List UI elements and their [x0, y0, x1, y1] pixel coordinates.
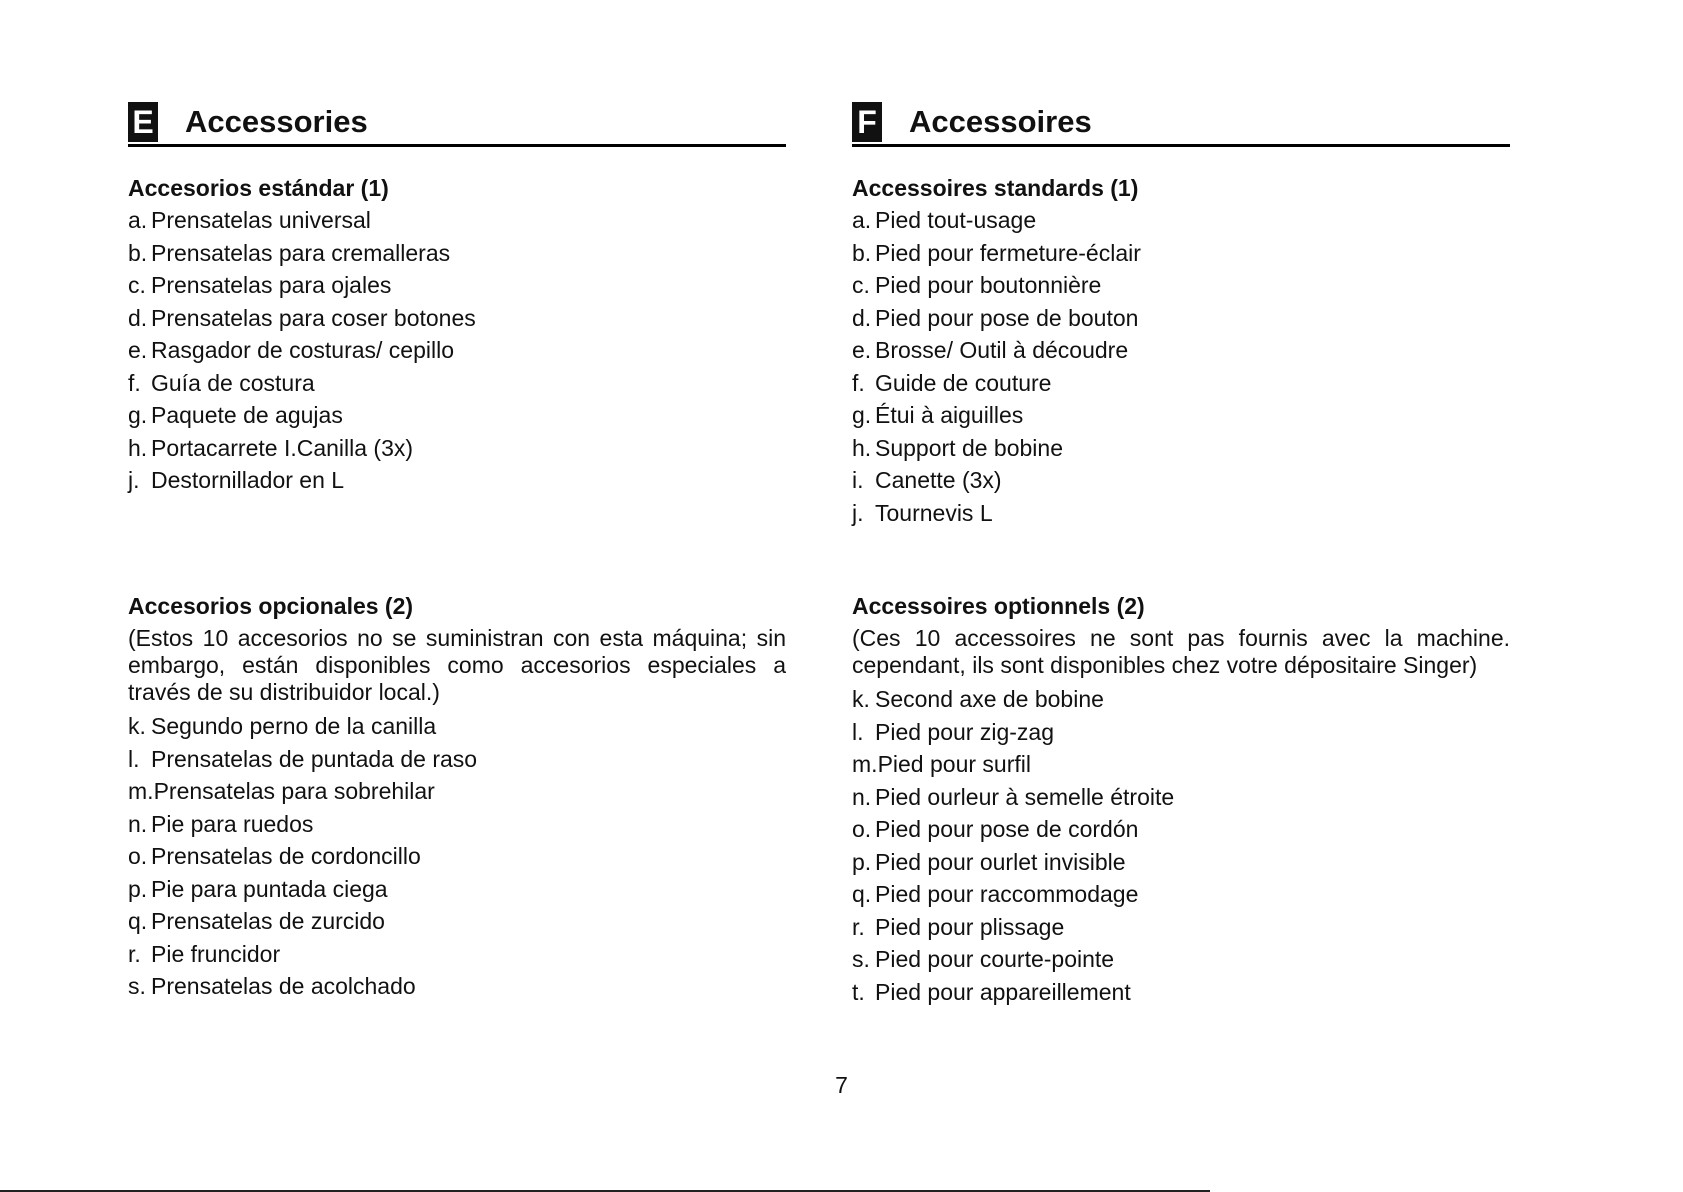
optional-list-fr	[852, 683, 1510, 1008]
item-text: Pied pour pose de cordón	[875, 816, 1139, 842]
item-text: Rasgador de costuras/ cepillo	[151, 337, 454, 363]
item-letter: l.	[128, 745, 140, 772]
item-letter: a.	[852, 207, 872, 233]
list-item	[852, 846, 1510, 879]
item-letter: g.	[852, 402, 872, 428]
item-text: Second axe de bobine	[875, 686, 1104, 712]
list-item	[128, 302, 786, 335]
list-item	[128, 710, 786, 743]
item-letter: e.	[852, 337, 872, 363]
standard-accessories-es	[128, 172, 786, 497]
list-item	[852, 781, 1510, 814]
list-item	[852, 334, 1510, 367]
item-letter: h.	[852, 434, 872, 461]
item-text: Pied pour appareillement	[875, 978, 1131, 1005]
item-text: Tournevis L	[875, 499, 993, 526]
item-text: Segundo perno de la canilla	[151, 713, 437, 739]
list-item	[852, 432, 1510, 465]
item-text: Pied pour zig-zag	[875, 718, 1054, 745]
item-text: Pied pour raccommodage	[875, 881, 1139, 907]
list-item	[128, 840, 786, 873]
item-text: Support de bobine	[875, 434, 1063, 461]
list-item	[128, 367, 786, 400]
item-letter: f.	[128, 369, 141, 396]
item-text: Portacarrete I.Canilla (3x)	[151, 434, 414, 461]
item-letter: t.	[852, 978, 865, 1005]
item-text: Destornillador en L	[151, 467, 345, 493]
item-text: Prensatelas de zurcido	[151, 908, 385, 934]
item-text: Pied pour boutonnière	[875, 272, 1102, 298]
list-item	[852, 683, 1510, 716]
item-letter: r.	[852, 913, 865, 940]
item-letter: n.	[852, 783, 872, 810]
item-text: Pie para ruedos	[151, 810, 314, 837]
item-letter: i.	[852, 467, 864, 493]
optional-heading-es: Accesorios opcionales (2)	[128, 593, 414, 619]
list-item	[852, 911, 1510, 944]
section-header-french	[852, 100, 1510, 147]
standard-heading-fr: Accessoires standards (1)	[852, 175, 1139, 201]
item-letter: d.	[852, 304, 872, 331]
item-text: Pied pour plissage	[875, 913, 1065, 940]
item-letter: p.	[852, 848, 872, 875]
item-text: Guía de costura	[151, 369, 315, 396]
item-letter: k.	[128, 713, 146, 739]
item-letter: b.	[128, 239, 148, 266]
list-item	[852, 943, 1510, 976]
section-title-french: Accessoires	[909, 104, 1092, 139]
item-text: Prensatelas para cremalleras	[151, 239, 451, 266]
page-number: 7	[835, 1072, 848, 1098]
item-letter: c.	[128, 272, 146, 298]
item-text: Prensatelas para sobrehilar	[153, 778, 435, 804]
list-item	[852, 399, 1510, 432]
item-letter: r.	[128, 940, 141, 967]
item-text: Pied pour courte-pointe	[875, 946, 1115, 972]
standard-accessories-fr	[852, 172, 1510, 529]
optional-list-es	[128, 710, 786, 1003]
list-item	[128, 464, 786, 497]
item-text: Canette (3x)	[875, 467, 1002, 493]
item-letter: a.	[128, 207, 148, 233]
french-column	[852, 100, 1510, 1005]
list-item	[128, 905, 786, 938]
item-letter: n.	[128, 810, 148, 837]
item-letter: q.	[852, 881, 872, 907]
item-letter: e.	[128, 337, 148, 363]
item-text: Pied pour pose de bouton	[875, 304, 1139, 331]
optional-note-es: (Estos 10 accesorios no se suministran con esta máquina; sin embargo, están disponibles como accesorios especiales a través de su distribuidor local.)	[128, 625, 786, 705]
item-letter: f.	[852, 369, 865, 396]
item-letter: m.	[852, 751, 878, 777]
list-item	[128, 237, 786, 270]
item-text: Pie para puntada ciega	[151, 875, 388, 902]
spanish-column	[128, 100, 786, 999]
list-item	[128, 775, 786, 808]
item-letter: q.	[128, 908, 148, 934]
item-letter: o.	[852, 816, 872, 842]
item-letter: l.	[852, 718, 864, 745]
list-item	[852, 237, 1510, 270]
standard-list-es	[128, 204, 786, 497]
optional-heading-fr: Accessoires optionnels (2)	[852, 593, 1145, 619]
section-header-spanish	[128, 100, 786, 147]
list-item	[852, 976, 1510, 1009]
item-text: Brosse/ Outil à découdre	[875, 337, 1129, 363]
optional-accessories-fr	[852, 590, 1510, 1008]
list-item	[128, 743, 786, 776]
item-letter: d.	[128, 304, 148, 331]
item-text: Guide de couture	[875, 369, 1052, 396]
optional-note-fr: (Ces 10 accessoires ne sont pas fournis avec la machine. cependant, ils sont disponibles chez votre dépositaire Singer)	[852, 625, 1510, 678]
item-text: Prensatelas para coser botones	[151, 304, 476, 331]
list-item	[128, 938, 786, 971]
item-letter: m.	[128, 778, 154, 804]
list-item	[128, 432, 786, 465]
standard-heading-es: Accesorios estándar (1)	[128, 175, 389, 201]
standard-list-fr	[852, 204, 1510, 529]
item-text: Prensatelas de cordoncillo	[151, 843, 421, 869]
list-item	[128, 873, 786, 906]
item-text: Prensatelas para ojales	[151, 272, 392, 298]
language-badge-e: E	[128, 102, 158, 142]
item-letter: o.	[128, 843, 148, 869]
item-text: Pied pour fermeture-éclair	[875, 239, 1141, 266]
list-item	[128, 399, 786, 432]
list-item	[128, 334, 786, 367]
item-letter: p.	[128, 875, 148, 902]
list-item	[852, 748, 1510, 781]
item-letter: j.	[128, 467, 140, 493]
list-item	[128, 269, 786, 302]
item-text: Pied tout-usage	[875, 207, 1037, 233]
list-item	[128, 204, 786, 237]
item-text: Prensatelas de puntada de raso	[151, 745, 478, 772]
item-text: Paquete de agujas	[151, 402, 343, 428]
list-item	[852, 878, 1510, 911]
list-item	[852, 204, 1510, 237]
section-title-spanish: Accessories	[185, 104, 368, 139]
item-letter: s.	[128, 973, 146, 999]
list-item	[852, 367, 1510, 400]
item-text: Étui à aiguilles	[875, 402, 1024, 428]
item-text: Pied pour surfil	[877, 751, 1031, 777]
list-item	[128, 970, 786, 1003]
item-letter: g.	[128, 402, 148, 428]
item-letter: j.	[852, 499, 864, 526]
item-text: Prensatelas de acolchado	[151, 973, 416, 999]
item-letter: b.	[852, 239, 872, 266]
item-letter: h.	[128, 434, 148, 461]
language-badge-f: F	[852, 102, 882, 142]
list-item	[128, 808, 786, 841]
item-text: Pied ourleur à semelle étroite	[875, 783, 1175, 810]
item-letter: c.	[852, 272, 870, 298]
list-item	[852, 464, 1510, 497]
item-text: Prensatelas universal	[151, 207, 371, 233]
list-item	[852, 497, 1510, 530]
item-text: Pied pour ourlet invisible	[875, 848, 1126, 875]
optional-accessories-es	[128, 590, 786, 1003]
list-item	[852, 813, 1510, 846]
item-text: Pie fruncidor	[151, 940, 281, 967]
list-item	[852, 269, 1510, 302]
item-letter: s.	[852, 946, 870, 972]
item-letter: k.	[852, 686, 870, 712]
list-item	[852, 302, 1510, 335]
list-item	[852, 716, 1510, 749]
